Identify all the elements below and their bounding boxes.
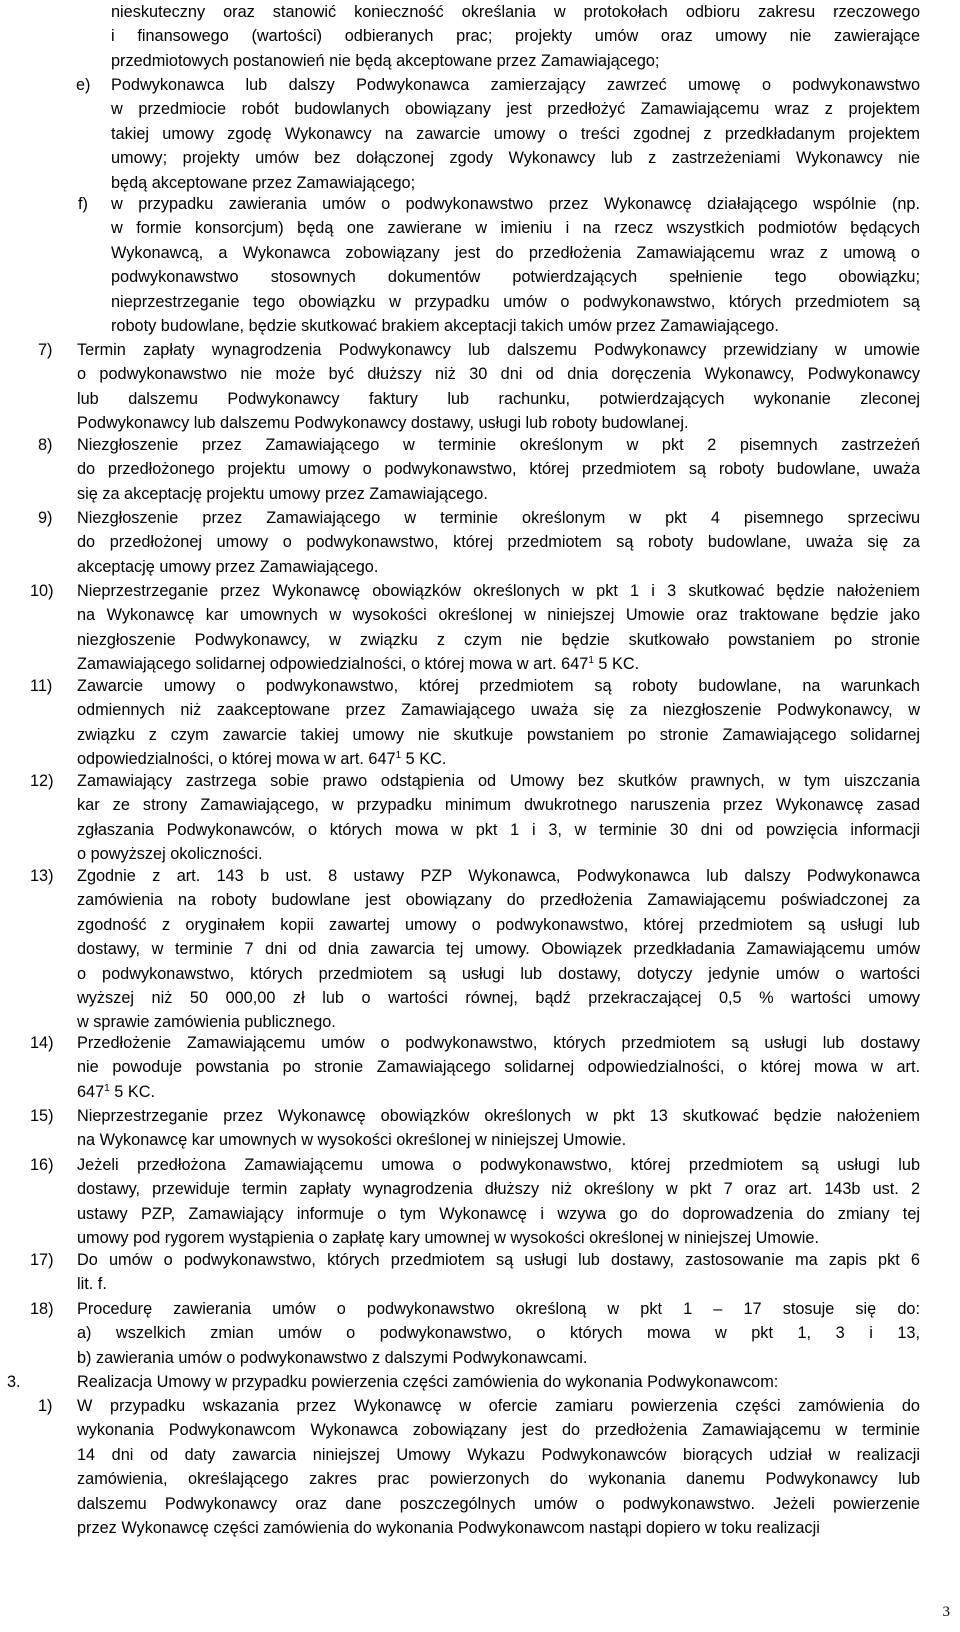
text-line: wykonania Podwykonawcom Wykonawca zobowiązany jest do przedłożenia Zamawiającemu w terminie: [77, 1421, 920, 1440]
text-line: niezgłoszenie Podwykonawcy, w związku z czym nie będzie skutkowało powstaniem po stronie: [77, 630, 920, 649]
text-line: w przedmiocie robót budowlanych obowiązany jest przedłożyć Zamawiającemu wraz z projektem: [111, 100, 920, 119]
paragraph: [111, 73, 920, 195]
text-line: w formie konsorcjum) będą one zawierane w imieniu i na rzecz wszystkich podmiotów będących: [111, 219, 920, 238]
text-line: w przypadku zawierania umów o podwykonawstwo przez Wykonawcę działającego wspólnie (np.: [111, 195, 920, 213]
text-line: lub dalszemu Podwykonawcy faktury lub rachunku, potwierdzających wykonanie zleconej: [77, 389, 920, 408]
paragraph: [111, 0, 920, 73]
text-line: Jeżeli przedłożona Zamawiającemu umowa o podwykonawstwo, której przedmiotem są usługi lub: [77, 1156, 920, 1174]
text-line: takiej umowy zgodę Wykonawcy na zawarcie umowy o treści zgodnej z przedkładanym projektem: [111, 124, 920, 143]
text-line: na Wykonawcę kar umownych w wysokości określonej w niniejszej Umowie oraz traktowane będzie jako: [77, 606, 920, 625]
text-line: Nieprzestrzeganie przez Wykonawcę obowiązków określonych w pkt 1 i 3 skutkować będzie nałożeniem: [77, 582, 920, 600]
text-line: w sprawie zamówienia publicznego.: [77, 1013, 336, 1032]
list-marker: e): [76, 76, 91, 94]
paragraph: [77, 579, 920, 677]
text-line: W przypadku wskazania przez Wykonawcę w ofercie zamiaru powierzenia części zamówienia do: [77, 1397, 920, 1415]
text-line: Podwykonawca lub dalszy Podwykonawca zamierzający zawrzeć umowę o podwykonawstwo: [111, 76, 920, 94]
text-line: lit. f.: [77, 1275, 107, 1294]
paragraph: [77, 1248, 920, 1297]
text-line: Realizacja Umowy w przypadku powierzenia części zamówienia do wykonania Podwykonawcom:: [77, 1373, 779, 1391]
text-line: się za akceptację projektu umowy przez Zamawiającego.: [77, 484, 488, 503]
page-number: 3: [942, 1604, 950, 1620]
list-marker: 7): [38, 341, 53, 359]
paragraph: [77, 1153, 920, 1251]
paragraph: [77, 674, 920, 772]
paragraph: [77, 1370, 920, 1394]
list-marker: 10): [30, 582, 54, 600]
text-line: Procedurę zawierania umów o podwykonawstwo określoną w pkt 1 – 17 stosuje się do:: [77, 1300, 920, 1318]
text-line: odmiennych niż zaakceptowane przez Zamawiającego uważa się za niezgłoszenie Podwykonawcy, w: [77, 701, 920, 720]
list-marker: 16): [30, 1156, 54, 1174]
text-line: $647^1$ 5 KC.: [77, 1082, 155, 1101]
list-marker: 12): [30, 772, 54, 790]
paragraph: [77, 1394, 920, 1540]
list-marker: 3.: [7, 1373, 21, 1391]
text-line: dalszemu Podwykonawcy oraz dane poszczególnych umów o podwykonawstwo. Jeżeli powierzenie: [77, 1494, 920, 1513]
text-line: do przedłożonej umowy o podwykonawstwo, której przedmiotem są roboty budowlane, uważa się za: [77, 533, 920, 552]
paragraph: [77, 864, 920, 1035]
text-line: b) zawierania umów o podwykonawstwo z dalszymi Podwykonawcami.: [77, 1348, 588, 1367]
text-line: Przedłożenie Zamawiającemu umów o podwykonawstwo, których przedmiotem są usługi lub dostawy: [77, 1034, 920, 1052]
list-marker: 17): [30, 1251, 54, 1269]
text-line: a) wszelkich zmian umów o podwykonawstwo, o których mowa w pkt 1, 3 i 13,: [77, 1324, 920, 1343]
list-marker: 9): [38, 509, 53, 527]
list-marker: 15): [30, 1107, 54, 1125]
text-line: zgłaszania Podwykonawców, o których mowa w pkt 1 i 3, w terminie 30 dni od powzięcia informacji: [77, 820, 920, 839]
list-marker: 18): [30, 1300, 54, 1318]
text-line: wyższej niż 50 000,00 zł lub o wartości równej, bądź przekraczającej 0,5 % wartości umowy: [77, 989, 920, 1008]
list-marker: f): [78, 195, 88, 213]
text-line: Niezgłoszenie przez Zamawiającego w terminie określonym w pkt 2 pisemnych zastrzeżeń: [77, 436, 920, 454]
list-marker: 13): [30, 867, 54, 885]
text-line: umowy pod rygorem wystąpienia o zapłatę kary umownej w wysokości określonej w niniejszej Umowie.: [77, 1229, 820, 1248]
text-line: dostawy, przewiduje termin zapłaty wynagrodzenia dłuższy niż określony w pkt 7 oraz art. 143b ust. 2: [77, 1180, 920, 1199]
text-line: podwykonawstwo stosownych dokumentów potwierdzających spełnienie tego obowiązku;: [111, 268, 920, 287]
paragraph: [77, 769, 920, 867]
text-line: zgodność z oryginałem kopii zawartej umowy o podwykonawstwo, której przedmiotem są usługi lub: [77, 915, 920, 934]
text-line: Niezgłoszenie przez Zamawiającego w terminie określonym w pkt 4 pisemnego sprzeciwu: [77, 509, 920, 527]
paragraph: [77, 433, 920, 506]
paragraph: [111, 192, 920, 338]
text-line: na Wykonawcę kar umownych w wysokości określonej w niniejszej Umowie.: [77, 1131, 627, 1150]
text-line: 14 dni od daty zawarcia niniejszej Umowy Wykazu Podwykonawców biorących udział w realizacji: [77, 1445, 920, 1464]
text-line: związku z czym zawarcie takiej umowy nie skutkuje powstaniem po stronie Zamawiającego solidarnej: [77, 725, 920, 744]
text-line: Zamawiający zastrzega sobie prawo odstąpienia od Umowy bez skutków prawnych, w tym uiszczania: [77, 772, 920, 790]
text-line: Termin zapłaty wynagrodzenia Podwykonawcy lub dalszemu Podwykonawcy przewidziany w umowie: [77, 341, 920, 359]
text-line: odpowiedzialności, o której mowa w art. $647^1$ 5 KC.: [77, 750, 447, 769]
text-line: Nieprzestrzeganie przez Wykonawcę obowiązków określonych w pkt 13 skutkować będzie nałożeniem: [77, 1107, 920, 1125]
text-line: akceptację umowy przez Zamawiającego.: [77, 557, 379, 576]
list-marker: 1): [38, 1397, 53, 1415]
text-line: Zgodnie z art. 143 b ust. 8 ustawy PZP Wykonawca, Podwykonawca lub dalszy Podwykonawca: [77, 867, 920, 885]
paragraph: [77, 1031, 920, 1104]
text-line: ustawy PZP, Zamawiający informuje o tym Wykonawcę i wzywa go do doprowadzenia do zmiany tej: [77, 1204, 920, 1223]
paragraph: [77, 1297, 920, 1370]
list-marker: 11): [30, 677, 53, 695]
text-line: o podwykonawstwo nie może być dłuższy niż 30 dni od dnia doręczenia Wykonawcy, Podwykonawcy: [77, 365, 920, 384]
text-line: kar ze strony Zamawiającego, w przypadku minimum dwukrotnego naruszenia przez Wykonawcę zasad: [77, 796, 920, 815]
text-line: Podwykonawcy lub dalszemu Podwykonawcy dostawy, usługi lub roboty budowlanej.: [77, 414, 689, 433]
text-line: dostawy, w terminie 7 dni od dnia zawarcia tej umowy. Obowiązek przedkładania Zamawiającemu umów: [77, 940, 920, 959]
text-line: nieprzestrzeganie tego obowiązku w przypadku umów o podwykonawstwo, których przedmiotem są: [111, 292, 920, 311]
text-line: roboty budowlane, będzie skutkować brakiem akceptacji takich umów przez Zamawiającego.: [111, 317, 779, 336]
text-line: Zawarcie umowy o podwykonawstwo, której przedmiotem są roboty budowlane, na warunkach: [77, 677, 920, 695]
text-line: o powyższej okoliczności.: [77, 845, 263, 864]
text-line: Wykonawcą, a Wykonawca zobowiązany jest do przedłożenia Zamawiającemu wraz z umową o: [111, 243, 920, 262]
text-line: zamówienia, określającego zakres prac powierzonych do wykonania danemu Podwykonawcy lub: [77, 1470, 920, 1489]
text-line: o podwykonawstwo, których przedmiotem są usługi lub dostawy, dotyczy jedynie umów o wartości: [77, 964, 920, 983]
paragraph: [77, 1104, 920, 1153]
paragraph: [77, 338, 920, 436]
text-line: umowy; projekty umów bez dołączonej zgody Wykonawcy lub z zastrzeżeniami Wykonawcy nie: [111, 149, 920, 168]
text-line: i finansowego (wartości) odbieranych prac; projekty umów oraz umowy nie zawierające: [111, 27, 920, 46]
text-line: Zamawiającego solidarnej odpowiedzialności, o której mowa w art. $647^1$ 5 KC.: [77, 655, 640, 674]
text-line: będą akceptowane przez Zamawiającego;: [111, 173, 416, 192]
text-line: przedmiotowych postanowień nie będą akceptowane przez Zamawiającego;: [111, 51, 660, 70]
text-line: Do umów o podwykonawstwo, których przedmiotem są usługi lub dostawy, zastosowanie ma zapis pkt 6: [77, 1251, 920, 1269]
list-marker: 14): [30, 1034, 54, 1052]
list-marker: 8): [38, 436, 53, 454]
text-line: do przedłożonego projektu umowy o podwykonawstwo, której przedmiotem są roboty budowlane, uważa: [77, 460, 920, 479]
text-line: przez Wykonawcę części zamówienia do wykonania Podwykonawcom nastąpi dopiero w toku realizacji: [77, 1519, 820, 1538]
text-line: zamówienia na roboty budowlane jest obowiązany do przedłożenia Zamawiającemu poświadczonej za: [77, 891, 920, 910]
text-line: nieskuteczny oraz stanowić konieczność określania w protokołach odbioru zakresu rzeczowego: [111, 3, 920, 21]
paragraph: [77, 506, 920, 579]
text-line: nie powoduje powstania po stronie Zamawiającego solidarnej odpowiedzialności, o której mowa w art.: [77, 1058, 920, 1077]
